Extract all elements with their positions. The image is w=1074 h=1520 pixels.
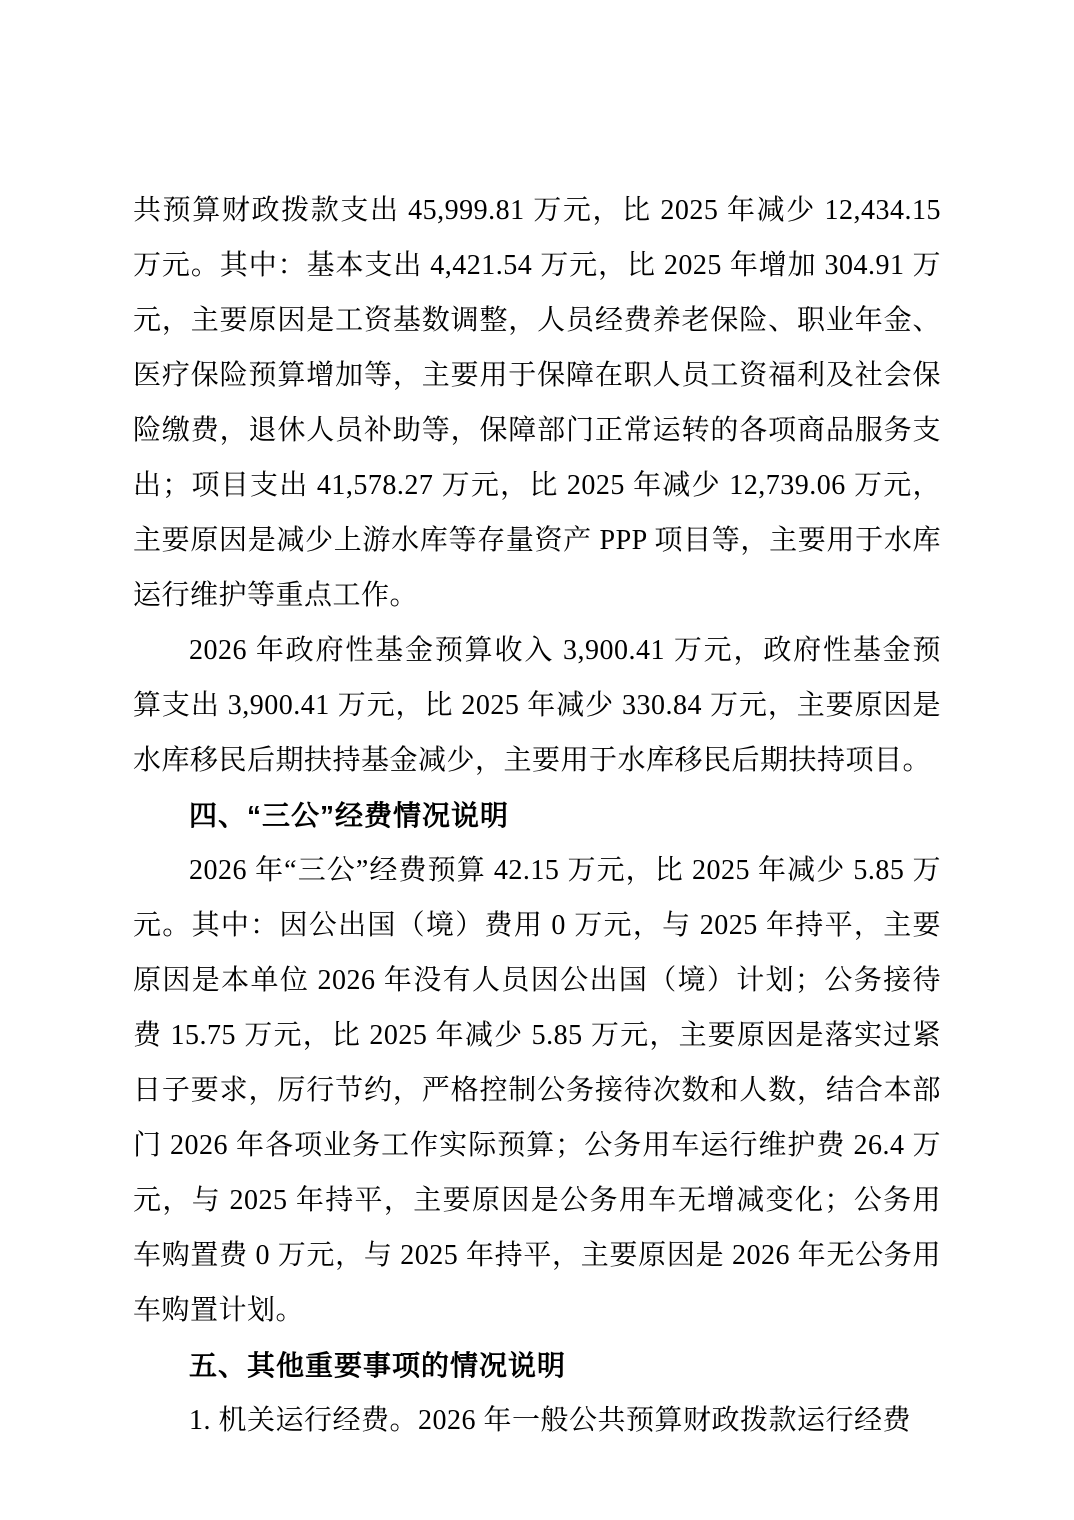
paragraph-general-public-budget-expenditure: 共预算财政拨款支出 45,999.81 万元，比 2025 年减少 12,434.15 万元。其中：基本支出 4,421.54 万元，比 2025 年增加 304.91 万元，主要原因是工资基数调整，人员经费养老保险、职业年金、医疗保险预算增加等，主要用于保障在职人员工资福利及社会保险缴费，退休人员补助等，保障部门正常运转的各项商品服务支出；项目支出 41,578.27 万元，比 2025 年减少 12,739.06 万元，主要原因是减少上游水库等存量资产 PPP 项目等，主要用于水库运行维护等重点工作。 [133, 195, 941, 611]
paragraph-three-public-expenses-detail: 2026 年“三公”经费预算 42.15 万元，比 2025 年减少 5.85 万元。其中：因公出国（境）费用 0 万元，与 2025 年持平，主要原因是本单位 2026 年没有人员因公出国（境）计划；公务接待费 15.75 万元，比 2025 年减少 5.85 万元，主要原因是落实过紧日子要求，厉行节约，严格控制公务接待次数和人数，结合本部门 2026 年各项业务工作实际预算；公务用车运行维护费 26.4 万元，与 2025 年持平，主要原因是公务用车无增减变化；公务用车购置费 0 万元，与 2025 年持平，主要原因是 2026 年无公务用车购置计划。 [133, 855, 941, 1326]
heading-three-public-expenses: 四、“三公”经费情况说明 [189, 800, 510, 831]
heading-other-important-matters: 五、其他重要事项的情况说明 [189, 1350, 567, 1381]
paragraph-government-fund-budget: 2026 年政府性基金预算收入 3,900.41 万元，政府性基金预算支出 3,900.41 万元，比 2025 年减少 330.84 万元，主要原因是水库移民后期扶持基金减少，主要用于水库移民后期扶持项目。 [133, 635, 941, 776]
document-body [133, 183, 941, 1448]
paragraph-agency-operating-funds: 1. 机关运行经费。2026 年一般公共预算财政拨款运行经费 [189, 1405, 912, 1436]
